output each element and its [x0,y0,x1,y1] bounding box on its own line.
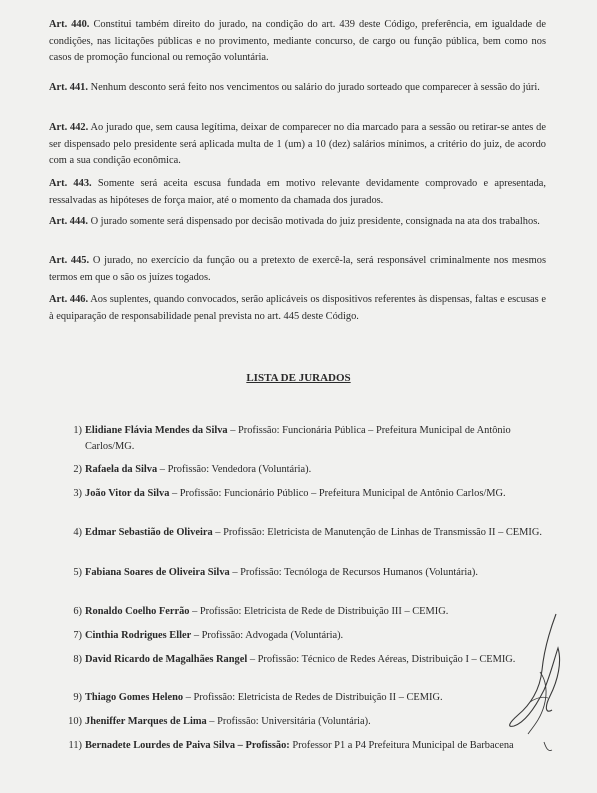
article-number: Art. 443. [49,178,92,189]
juror-item [60,462,545,478]
juror-description: – Profissão: Eletricista de Manutenção de Linhas de Transmissão II – CEMIG. [212,527,542,538]
juror-index: 8) [73,654,82,665]
juror-index: 6) [73,606,82,617]
juror-item [60,423,545,455]
juror-item [60,628,545,644]
article-text: Constitui também direito do jurado, na condição do art. 439 deste Código, preferência, em igualdade de condições, nas licitações públicas e no provimento, mediante concurso, de cargo ou função pública, bem como nos casos de promoção funcional ou remoção voluntária. [49,19,546,63]
juror-name: Ronaldo Coelho Ferrão [85,606,190,617]
article-443 [49,176,546,209]
article-text: Aos suplentes, quando convocados, serão aplicáveis os dispositivos referentes às dispensas, faltas e escusas e à equiparação de responsabilidade penal prevista no art. 445 deste Código. [49,294,546,322]
juror-description: – Profissão: Funcionário Público – Prefeitura Municipal de Antônio Carlos/MG. [169,488,506,499]
article-number: Art. 441. [49,82,88,93]
article-number: Art. 442. [49,122,89,133]
juror-item [60,714,545,730]
article-number: Art. 446. [49,294,89,305]
article-number: Art. 444. [49,216,88,227]
juror-description: – Profissão: Vendedora (Voluntária). [157,464,312,475]
article-text: Somente será aceita escusa fundada em motivo relevante devidamente comprovado e apresentada, ressalvadas as hipóteses de força maior, até o momento da chamada dos jurados. [49,178,546,206]
juror-description: Professor P1 a P4 Prefeitura Municipal de Barbacena [289,740,514,751]
juror-index: 9) [73,692,82,703]
article-440 [49,17,546,67]
juror-item [60,690,545,706]
juror-item [60,525,545,541]
article-444 [49,214,546,231]
article-446 [49,292,546,325]
article-text: O jurado, no exercício da função ou a pretexto de exercê-la, será responsável criminalmente nos mesmos termos em que o são os juízes togados. [49,255,546,283]
juror-item [60,486,545,502]
juror-description: – Profissão: Tecnóloga de Recursos Humanos (Voluntária). [229,567,478,578]
juror-name: Elidiane Flávia Mendes da Silva [85,425,228,436]
juror-description: – Profissão: Funcionária Pública – Prefeitura Municipal de Antônio Carlos/MG. [85,425,511,452]
juror-index: 11) [68,740,82,751]
juror-description: – Profissão: Eletricista de Redes de Distribuição II – CEMIG. [183,692,443,703]
article-text: Nenhum desconto será feito nos vencimentos ou salário do jurado sorteado que comparecer à sessão do júri. [90,82,540,93]
juror-item [60,565,545,581]
juror-index: 4) [73,527,82,538]
article-text: Ao jurado que, sem causa legítima, deixar de comparecer no dia marcado para a sessão ou retirar-se antes de ser dispensado pelo presidente será aplicada multa de 1 (um) a 10 (dez) salários mínimos, a critério do juiz, de acordo com a sua condição econômica. [49,122,546,166]
juror-index: 3) [73,488,82,499]
juror-index: 10) [68,716,82,727]
article-text: O jurado somente será dispensado por decisão motivada do juiz presidente, consignada na ata dos trabalhos. [90,216,540,227]
juror-index: 1) [73,425,82,436]
juror-index: 5) [73,567,82,578]
juror-name: Rafaela da Silva [85,464,158,475]
juror-name: Edmar Sebastião de Oliveira [85,527,213,538]
juror-name: David Ricardo de Magalhães Rangel [85,654,248,665]
juror-index: 7) [73,630,82,641]
signature-image [500,610,580,760]
juror-name: Bernadete Lourdes de Paiva Silva – Profissão: [85,740,290,751]
juror-item [60,604,545,620]
article-441 [49,80,546,97]
juror-index: 2) [73,464,82,475]
list-title: LISTA DE JURADOS [246,372,351,384]
juror-description: – Profissão: Técnico de Redes Aéreas, Distribuição I – CEMIG. [247,654,516,665]
juror-item [60,652,545,668]
juror-name: Jheniffer Marques de Lima [85,716,207,727]
article-445 [49,253,546,286]
juror-item [60,738,545,764]
article-number: Art. 445. [49,255,90,266]
juror-description: – Profissão: Universitária (Voluntária). [206,716,371,727]
juror-name: Fabiana Soares de Oliveira Silva [85,567,230,578]
juror-name: João Vitor da Silva [85,488,170,499]
juror-name: Thiago Gomes Heleno [85,692,184,703]
juror-description: – Profissão: Eletricista de Rede de Distribuição III – CEMIG. [189,606,449,617]
article-number: Art. 440. [49,19,90,30]
article-442 [49,120,546,170]
juror-description: – Profissão: Advogada (Voluntária). [191,630,344,641]
juror-name: Cinthia Rodrigues Eller [85,630,192,641]
